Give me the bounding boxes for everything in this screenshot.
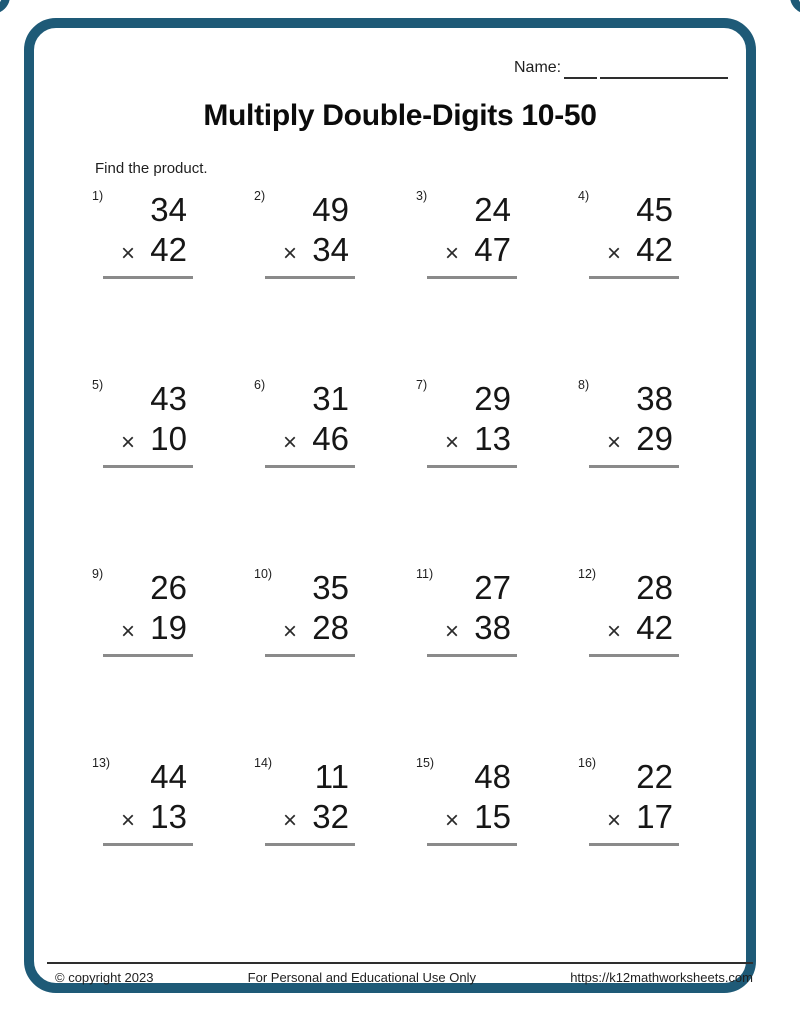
problem-number: 16) (578, 756, 597, 770)
answer-line (103, 843, 193, 846)
multiply-icon: × (121, 429, 136, 456)
multiply-icon: × (607, 807, 622, 834)
problems-grid (92, 188, 740, 944)
multiplier-row (589, 798, 679, 840)
copyright-text: © copyright 2023 (55, 970, 154, 985)
multiplier-row (427, 609, 517, 651)
multiplier: 17 (636, 798, 673, 835)
multiplicand: 27 (474, 569, 511, 606)
answer-line (427, 276, 517, 279)
multiplicand: 29 (474, 380, 511, 417)
answer-line (427, 654, 517, 657)
multiplicand: 38 (636, 380, 673, 417)
multiply-icon: × (607, 429, 622, 456)
problem-cell-2 (254, 188, 416, 377)
multiply-icon: × (283, 618, 298, 645)
answer-line (589, 465, 679, 468)
multiplier-row (103, 798, 193, 840)
answer-line (589, 654, 679, 657)
multiplier-row (589, 420, 679, 462)
multiplier: 13 (474, 420, 511, 457)
problem-body (427, 191, 517, 279)
answer-line (265, 465, 355, 468)
answer-line (265, 276, 355, 279)
multiplier: 34 (312, 231, 349, 268)
problem-body (265, 569, 355, 657)
usage-text: For Personal and Educational Use Only (247, 970, 477, 985)
problem-cell-15 (416, 755, 578, 944)
multiplicand: 49 (312, 191, 349, 228)
problem-body (265, 758, 355, 846)
name-label: Name: (514, 59, 562, 76)
multiplier: 38 (474, 609, 511, 646)
problem-cell-12 (578, 566, 740, 755)
multiply-icon: × (607, 240, 622, 267)
problem-cell-3 (416, 188, 578, 377)
multiplier: 13 (150, 798, 187, 835)
multiplicand: 11 (314, 758, 349, 795)
multiply-icon: × (121, 807, 136, 834)
multiplier: 42 (636, 609, 673, 646)
problem-body (103, 758, 193, 846)
name-blank-line (600, 57, 728, 79)
problem-body (427, 380, 517, 468)
answer-line (589, 276, 679, 279)
problem-cell-8 (578, 377, 740, 566)
problem-cell-4 (578, 188, 740, 377)
problem-number: 5) (92, 378, 104, 392)
multiply-icon: × (121, 240, 136, 267)
problem-number: 11) (416, 567, 434, 581)
multiplicand: 26 (150, 569, 187, 606)
answer-line (103, 276, 193, 279)
problem-cell-16 (578, 755, 740, 944)
multiplicand: 43 (150, 380, 187, 417)
problem-cell-6 (254, 377, 416, 566)
multiplier-row (427, 231, 517, 273)
problem-cell-7 (416, 377, 578, 566)
instruction-text: Find the product. (95, 160, 208, 177)
multiplicand: 44 (150, 758, 187, 795)
multiplier-row (103, 420, 193, 462)
multiplier: 19 (150, 609, 187, 646)
problem-cell-11 (416, 566, 578, 755)
name-blank-line (564, 57, 597, 79)
multiplier: 42 (150, 231, 187, 268)
multiplier: 46 (312, 420, 349, 457)
problem-body (103, 569, 193, 657)
answer-line (589, 843, 679, 846)
answer-line (427, 843, 517, 846)
multiply-icon: × (445, 618, 460, 645)
multiplicand: 35 (312, 569, 349, 606)
problem-number: 7) (416, 378, 428, 392)
answer-line (103, 654, 193, 657)
multiply-icon: × (283, 807, 298, 834)
multiplicand: 48 (474, 758, 511, 795)
multiply-icon: × (445, 240, 460, 267)
problem-body (103, 191, 193, 279)
multiplier-row (427, 420, 517, 462)
name-field-row (514, 57, 728, 79)
page-title: Multiply Double-Digits 10-50 (203, 99, 597, 132)
multiplier-row (265, 798, 355, 840)
problem-body (589, 380, 679, 468)
multiplicand: 34 (150, 191, 187, 228)
problem-cell-10 (254, 566, 416, 755)
multiply-icon: × (283, 429, 298, 456)
multiplier-row (265, 231, 355, 273)
multiplier: 32 (312, 798, 349, 835)
multiplier: 15 (474, 798, 511, 835)
problem-number: 8) (578, 378, 590, 392)
multiplicand: 28 (636, 569, 673, 606)
problem-body (103, 380, 193, 468)
problem-cell-5 (92, 377, 254, 566)
multiply-icon: × (121, 618, 136, 645)
outer-frame-corner-top-right (790, 0, 800, 14)
multiplier-row (427, 798, 517, 840)
footer-divider (47, 962, 753, 964)
multiplier-row (103, 231, 193, 273)
problem-cell-9 (92, 566, 254, 755)
multiplier: 28 (312, 609, 349, 646)
problem-cell-1 (92, 188, 254, 377)
problem-number: 15) (416, 756, 435, 770)
answer-line (265, 843, 355, 846)
multiply-icon: × (445, 429, 460, 456)
multiplier: 10 (150, 420, 187, 457)
problem-number: 13) (92, 756, 111, 770)
multiplier-row (265, 420, 355, 462)
problem-number: 3) (416, 189, 428, 203)
problem-body (265, 191, 355, 279)
problem-number: 10) (254, 567, 273, 581)
multiplier-row (589, 231, 679, 273)
problem-body (589, 191, 679, 279)
multiplier-row (589, 609, 679, 651)
problem-number: 9) (92, 567, 104, 581)
multiplicand: 31 (312, 380, 349, 417)
problem-body (427, 569, 517, 657)
multiplier-row (265, 609, 355, 651)
footer (55, 970, 753, 985)
multiply-icon: × (445, 807, 460, 834)
outer-frame-corner-top-left (0, 0, 10, 14)
multiplicand: 22 (636, 758, 673, 795)
multiplier: 47 (474, 231, 511, 268)
multiplier: 42 (636, 231, 673, 268)
problem-number: 4) (578, 189, 590, 203)
problem-number: 14) (254, 756, 273, 770)
problem-cell-13 (92, 755, 254, 944)
answer-line (103, 465, 193, 468)
url-link[interactable]: https://k12mathworksheets.com (570, 970, 753, 985)
problem-body (589, 569, 679, 657)
problem-number: 2) (254, 189, 266, 203)
problem-number: 12) (578, 567, 597, 581)
multiply-icon: × (283, 240, 298, 267)
problem-cell-14 (254, 755, 416, 944)
answer-line (265, 654, 355, 657)
problem-number: 1) (92, 189, 104, 203)
problem-body (427, 758, 517, 846)
problem-number: 6) (254, 378, 266, 392)
problem-body (265, 380, 355, 468)
multiplicand: 45 (636, 191, 673, 228)
answer-line (427, 465, 517, 468)
multiplier-row (103, 609, 193, 651)
multiplicand: 24 (474, 191, 511, 228)
multiply-icon: × (607, 618, 622, 645)
multiplier: 29 (636, 420, 673, 457)
problem-body (589, 758, 679, 846)
